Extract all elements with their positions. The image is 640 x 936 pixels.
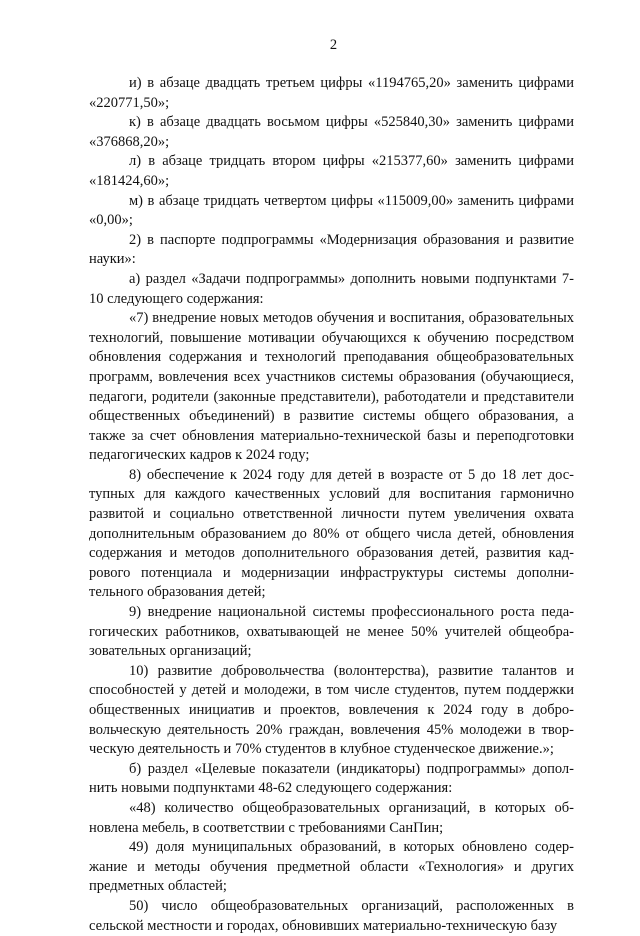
paragraph-item-i: и) в абзаце двадцать третьем цифры «1194765,20» заменить цифрами «220771,50»; bbox=[89, 75, 574, 111]
paragraph-item-k: к) в абзаце двадцать восьмом цифры «525840,30» заменить цифрами «376868,20»; bbox=[89, 114, 574, 150]
paragraph-item-a: а) раздел «Задачи подпрограммы» дополнить новыми подпунктами 7-10 следующего содержания: bbox=[89, 270, 574, 307]
paragraph-item-l: л) в абзаце тридцать втором цифры «215377,60» заменить цифрами «181424,60»; bbox=[89, 153, 574, 189]
paragraph-item-m: м) в абзаце тридцать четвертом цифры «115009,00» заменить цифрами «0,00»; bbox=[89, 192, 574, 229]
paragraph-subitem-10: 10) развитие добровольчества (волонтерства), развитие талантов и способностей у детей и молодежи, в том числе студентов, путем поддержки общественных инициатив и проектов, вовлечения к 2024 году в добровольческую деятельность 20% граждан, вовлечения 45% молодежи в творческую деятельность и 70% студентов в клубное студенческое движение.»; bbox=[89, 662, 574, 758]
paragraph-subitem-50: 50) число общеобразовательных организаций, расположенных в сельской местности и городах, обновивших материально-техническую базу bbox=[89, 897, 574, 934]
paragraph-subitem-49: 49) доля муниципальных образований, в которых обновлено содержание и методы обучения предметной области «Технология» и других предметных областей; bbox=[89, 839, 574, 895]
paragraph-subitem-9: 9) внедрение национальной системы профессионального роста педагогических работников, охватывающей не менее 50% учителей общеобразовательных организаций; bbox=[89, 604, 574, 660]
paragraph-item-b: б) раздел «Целевые показатели (индикаторы) подпрограммы» дополнить новыми подпунктами 48-62 следующего содержания: bbox=[89, 760, 574, 797]
paragraph-item-2: 2) в паспорте подпрограммы «Модернизация образования и развитие науки»: bbox=[89, 231, 574, 268]
paragraph-subitem-48: «48) количество общеобразовательных организаций, в которых обновлена мебель, в соответствии с требованиями СанПин; bbox=[89, 799, 574, 836]
page-number: 2 bbox=[329, 37, 338, 53]
paragraph-subitem-7: «7) внедрение новых методов обучения и воспитания, образовательных технологий, повышение мотивации обучающихся к обучению посредством обновления содержания и технологий преподавания общеобразовательных программ, вовлечения всех участников системы образования (обучающиеся, педагоги, родители (законные представители), работодатели и представители общественных объединений) в развитие системы общего образования, а также за счет обновления материально-технической базы и переподготовки педагогических кадров к 2024 году; bbox=[89, 310, 574, 464]
paragraph-subitem-8: 8) обеспечение к 2024 году для детей в возрасте от 5 до 18 лет доступных для каждого качественных условий для воспитания гармонично развитой и социально ответственной личности путем увеличения охвата дополнительным образованием до 80% от общего числа детей, обновления содержания и методов дополнительного образования детей, развития кадрового потенциала и модернизации инфраструктуры системы дополнительного образования детей; bbox=[89, 466, 574, 601]
